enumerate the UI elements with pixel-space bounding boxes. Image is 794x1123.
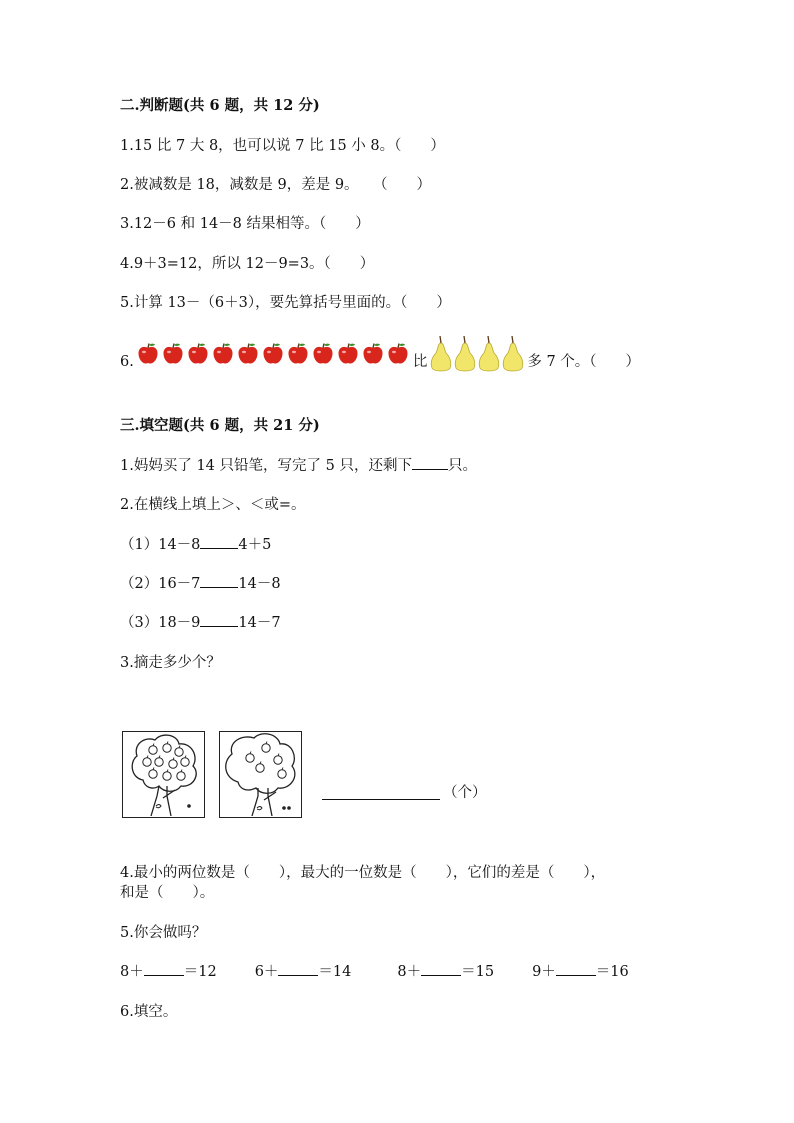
judge-question-3: 3.12－6 和 14－8 结果相等。（ ） — [120, 216, 370, 232]
pear-row — [429, 335, 525, 389]
tree-apple-icon — [149, 746, 157, 754]
fill-question-3: 3.摘走多少个？ — [120, 655, 221, 671]
judge-question-2: 2.被减数是 18，减数是 9，差是 9。 （ ） — [120, 177, 432, 193]
compare-word: 比 — [412, 354, 428, 370]
pear-icon — [501, 335, 525, 389]
answer-blank[interactable] — [200, 548, 238, 549]
section3-heading: 三.填空题(共 6 题，共 21 分) — [120, 417, 320, 434]
question-text-end: 只。 — [447, 458, 477, 474]
answer-blank[interactable] — [556, 975, 596, 976]
addition-item-3 — [397, 964, 494, 980]
addition-item-1 — [120, 964, 217, 980]
apple-icon — [161, 342, 185, 382]
addend: 8＋ — [120, 964, 144, 980]
apple-icon — [261, 342, 285, 382]
fill-question-1 — [120, 456, 477, 476]
unit-label: （个） — [443, 785, 487, 801]
expression-left: （3）18－9 — [120, 615, 201, 631]
addend: 8＋ — [397, 964, 422, 980]
expression-left: （1）14－8 — [120, 537, 201, 553]
addition-item-4 — [532, 964, 629, 980]
fill-question-6: 6.填空。 — [120, 1004, 178, 1020]
judge-question-1: 1.15 比 7 大 8，也可以说 7 比 15 小 8。（ ） — [120, 138, 445, 154]
pear-icon — [453, 335, 477, 389]
tree-apple-icon — [256, 764, 264, 772]
addition-row — [120, 962, 629, 982]
section2-heading: 二.判断题(共 6 题，共 12 分) — [120, 97, 320, 114]
question-text: 1.妈妈买了 14 只铅笔，写完了 5 只，还剩下 — [120, 458, 412, 474]
apple-icon — [236, 342, 260, 382]
tree-apple-icon — [163, 772, 171, 780]
sum: ＝14 — [318, 964, 352, 980]
expression-right: 14－7 — [238, 615, 281, 631]
judge-question-5: 5.计算 13－（6＋3），要先算括号里面的。（ ） — [120, 295, 451, 311]
tree-apple-icon — [274, 756, 282, 764]
tree-apple-icon — [278, 770, 286, 778]
compare-item-2 — [120, 574, 281, 594]
tree-apple-icon — [181, 758, 189, 766]
tree-apple-icon — [262, 744, 270, 752]
tree-apple-icon — [163, 744, 171, 752]
fill-question-5: 5.你会做吗？ — [120, 925, 207, 941]
answer-blank[interactable] — [421, 975, 461, 976]
compare-item-1 — [120, 535, 271, 555]
apple-row — [136, 342, 410, 382]
answer-blank[interactable] — [144, 975, 184, 976]
tree-apple-icon — [246, 754, 254, 762]
tree-apple-icon — [177, 772, 185, 780]
compare-item-3 — [120, 613, 281, 633]
tree-before-image — [122, 731, 205, 818]
apple-icon — [186, 342, 210, 382]
apple-tree-icon — [123, 732, 203, 816]
tree-apple-icon — [143, 758, 151, 766]
answer-blank[interactable] — [322, 799, 440, 800]
tree-apple-icon — [175, 748, 183, 756]
judge-question-4: 4.9＋3=12，所以 12－9=3。（ ） — [120, 256, 375, 272]
answer-blank[interactable] — [200, 626, 238, 627]
judge-question-6 — [120, 335, 640, 389]
pear-icon — [429, 335, 453, 389]
sum: ＝16 — [595, 964, 629, 980]
apple-icon — [311, 342, 335, 382]
fill-question-4-line1: 4.最小的两位数是（ ），最大的一位数是（ ），它们的差是（ ）， — [120, 865, 606, 881]
fill-question-4-line2: 和是（ ）。 — [120, 885, 215, 901]
expression-right: 14－8 — [238, 576, 281, 592]
tree-after-image — [219, 731, 302, 818]
fill-question-2: 2.在横线上填上＞、＜或=。 — [120, 497, 306, 513]
question-tail: 多 7 个。（ ） — [527, 354, 641, 370]
pear-icon — [477, 335, 501, 389]
answer-blank[interactable] — [200, 587, 238, 588]
tree-apple-icon — [169, 760, 177, 768]
tree-apple-icon — [149, 770, 157, 778]
addend: 6＋ — [254, 964, 279, 980]
apple-icon — [336, 342, 360, 382]
question-number: 6. — [120, 354, 134, 370]
answer-blank[interactable] — [412, 469, 448, 470]
apple-icon — [361, 342, 385, 382]
addend: 9＋ — [532, 964, 556, 980]
apple-tree-icon — [220, 732, 300, 816]
expression-left: （2）16－7 — [120, 576, 201, 592]
apple-icon — [286, 342, 310, 382]
answer-blank[interactable] — [278, 975, 318, 976]
apple-icon — [386, 342, 410, 382]
apple-icon — [136, 342, 160, 382]
sum: ＝15 — [461, 964, 495, 980]
addition-item-2 — [255, 964, 352, 980]
tree-apple-icon — [155, 758, 163, 766]
sum: ＝12 — [183, 964, 217, 980]
apple-icon — [211, 342, 235, 382]
expression-right: 4＋5 — [238, 537, 272, 553]
